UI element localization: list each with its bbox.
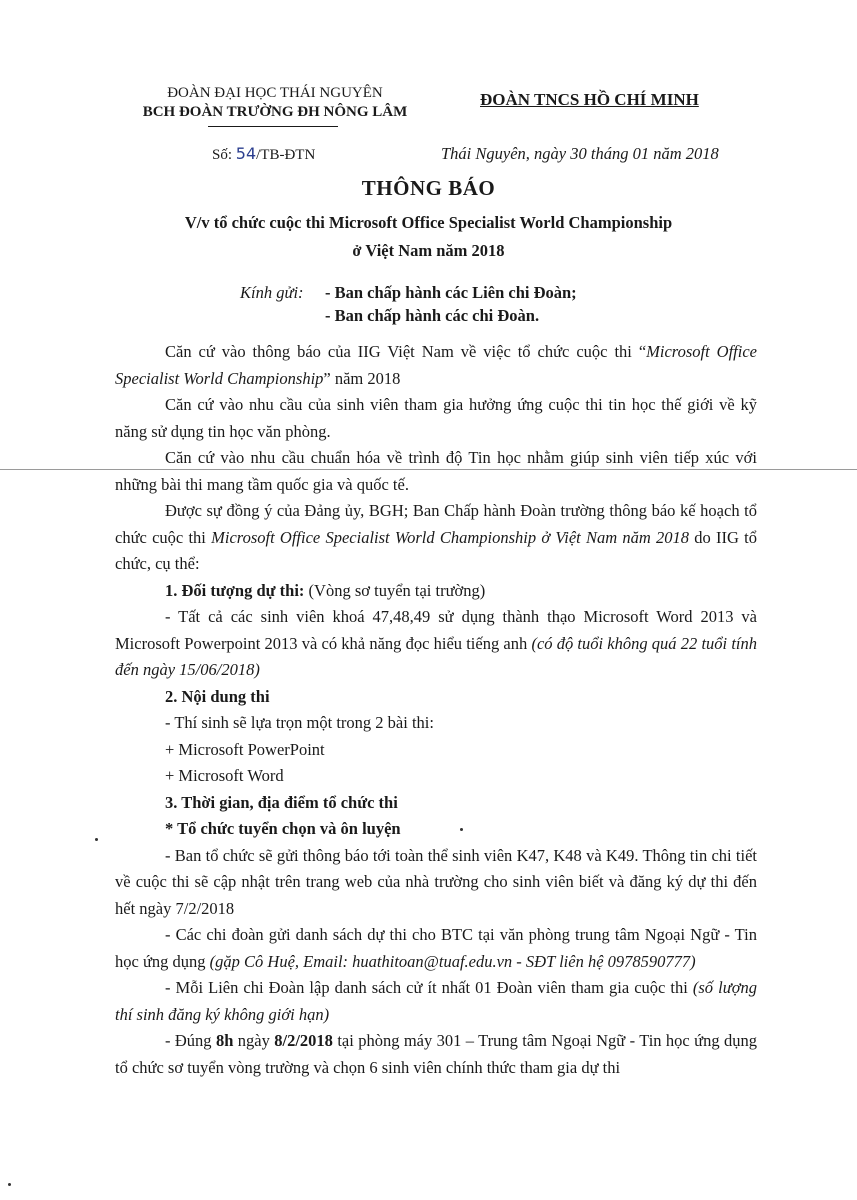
- section-3-paragraph: - Đúng 8h ngày 8/2/2018 tại phòng máy 301 – Trung tâm Ngoại Ngữ - Tin học ứng dụng tổ chức sơ tuyển vòng trường và chọn 6 sinh viên chính thức tham gia dự thi: [115, 1031, 757, 1077]
- section-3-paragraph: - Các chi đoàn gửi danh sách dự thi cho BTC tại văn phòng trung tâm Ngoại Ngữ - Tin học ứng dụng (gặp Cô Huệ, Email: huathitoan@tuaf.edu.vn - SĐT liên hệ 0978590777): [115, 925, 757, 971]
- section-3-paragraph: - Ban tổ chức sẽ gửi thông báo tới toàn thể sinh viên K47, K48 và K49. Thông tin chi tiết về cuộc thi sẽ cập nhật trên trang web của nhà trường cho sinh viên biết và đăng ký dự thi đến hết ngày 7/2/2018: [115, 845, 757, 918]
- document-date: Thái Nguyên, ngày 30 tháng 01 năm 2018: [441, 144, 719, 163]
- org-unit: BCH ĐOÀN TRƯỜNG ĐH NÔNG LÂM: [142, 104, 408, 120]
- section-3-heading: 3. Thời gian, địa điểm tổ chức thi: [165, 792, 398, 812]
- section-2-item: + Microsoft PowerPoint: [165, 739, 325, 759]
- issuing-organization: [120, 84, 430, 122]
- scan-speck: [460, 828, 463, 831]
- section-1-paragraph: - Tất cả các sinh viên khoá 47,48,49 sử dụng thành thạo Microsoft Word 2013 và Microsoft Powerpoint 2013 và có khả năng đọc hiểu tiếng anh (có độ tuổi không quá 22 tuổi tính đến ngày 15/06/2018): [115, 607, 757, 679]
- section-3-paragraph: - Mỗi Liên chi Đoàn lập danh sách cử ít nhất 01 Đoàn viên tham gia cuộc thi (số lượng thí sinh đăng ký không giới hạn): [115, 978, 758, 1024]
- paragraph-basis-1: Căn cứ vào thông báo của IIG Việt Nam về việc tổ chức cuộc thi “Microsoft Office Specialist World Championship” năm 2018: [115, 342, 757, 388]
- paragraph-basis-3: Căn cứ vào nhu cầu chuẩn hóa về trình độ Tin học nhằm giúp sinh viên tiếp xúc với những bài thi mang tầm quốc gia và quốc tế.: [115, 448, 757, 494]
- paragraph-approval: Được sự đồng ý của Đảng ủy, BGH; Ban Chấp hành Đoàn trường thông báo kế hoạch tổ chức cuộc thi Microsoft Office Specialist World Championship ở Việt Nam năm 2018 do IIG tổ chức, cụ thể:: [115, 501, 757, 573]
- section-3-subheading: * Tổ chức tuyển chọn và ôn luyện: [165, 819, 401, 838]
- paragraph-basis-2: Căn cứ vào nhu cầu của sinh viên tham gia hưởng ứng cuộc thi tin học thế giới về kỹ năng sử dụng tin học văn phòng.: [115, 395, 757, 441]
- org-parent: ĐOÀN ĐẠI HỌC THÁI NGUYÊN: [167, 85, 383, 101]
- doc-no-handwritten: 54: [235, 144, 257, 163]
- recipient-item: - Ban chấp hành các chi Đoàn.: [325, 306, 540, 325]
- doc-no-suffix: /TB-ĐTN: [256, 147, 316, 163]
- subject-line-2: ở Việt Nam năm 2018: [352, 241, 505, 260]
- subject-line-1: V/v tổ chức cuộc thi Microsoft Office Specialist World Championship: [184, 213, 673, 232]
- recipient-item: - Ban chấp hành các Liên chi Đoàn;: [325, 283, 577, 302]
- recipients-label: Kính gửi:: [240, 283, 304, 302]
- section-2-item: - Thí sinh sẽ lựa trọn một trong 2 bài thi:: [165, 713, 434, 732]
- org-underline: [208, 126, 338, 127]
- org-right-heading: ĐOÀN TNCS HỒ CHÍ MINH: [480, 90, 699, 109]
- section-2-item: + Microsoft Word: [165, 766, 284, 785]
- section-2-heading: 2. Nội dung thi: [165, 686, 270, 706]
- scan-speck: [8, 1183, 11, 1186]
- document-number: [212, 144, 315, 164]
- document-body: [115, 339, 757, 1081]
- section-1-heading: 1. Đối tượng dự thi: (Vòng sơ tuyển tại trường): [165, 580, 486, 600]
- scan-speck: [95, 838, 98, 841]
- document-title: THÔNG BÁO: [361, 176, 496, 200]
- doc-no-prefix: Số:: [212, 147, 236, 163]
